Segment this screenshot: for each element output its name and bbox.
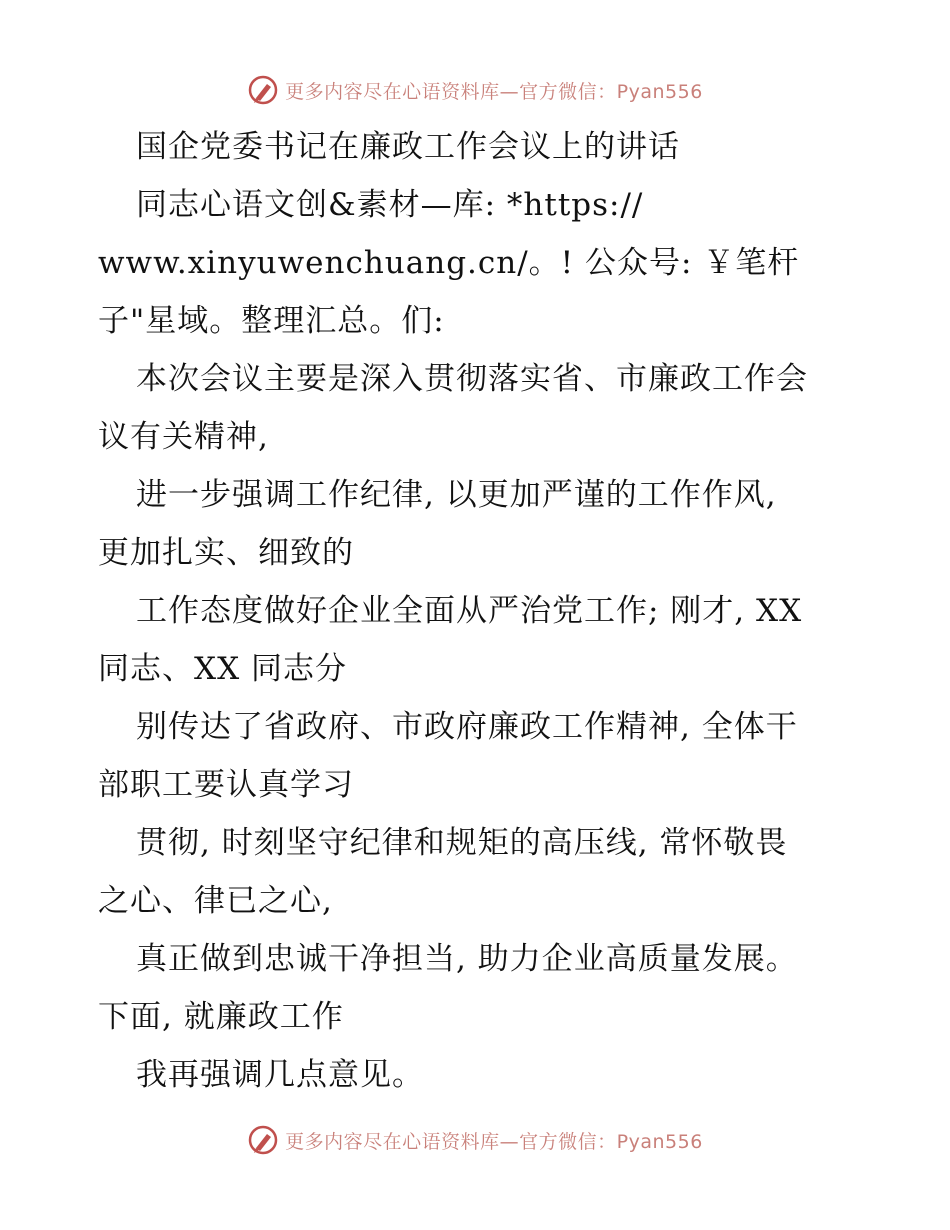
paragraph-line: 真正做到忠诚干净担当, 助力企业高质量发展。 <box>136 941 798 977</box>
document-title: 国企党委书记在廉政工作会议上的讲话 <box>136 129 680 165</box>
footer-banner <box>0 1120 950 1160</box>
paragraph-line: 别传达了省政府、市政府廉政工作精神, 全体干 <box>136 709 798 745</box>
paragraph-line: 部职工要认真学习 <box>98 767 354 803</box>
paragraph-line: 下面, 就廉政工作 <box>98 999 344 1035</box>
paragraph-line: 贯彻, 时刻坚守纪律和规矩的高压线, 常怀敬畏 <box>136 825 788 861</box>
paragraph-line: 我再强调几点意见。 <box>136 1057 424 1093</box>
paragraph-line: 议有关精神, <box>98 419 269 455</box>
paragraph-line: 子"星域。整理汇总。们: <box>98 303 445 339</box>
header-banner <box>0 70 950 110</box>
pen-logo-icon <box>247 74 279 106</box>
pen-logo-icon <box>247 1124 279 1156</box>
paragraph-line: www.xinyuwenchuang.cn/。! 公众号: ￥笔杆 <box>98 245 800 281</box>
paragraph-line: 同志心语文创&素材—库: *https:// <box>136 187 644 223</box>
paragraph-line: 工作态度做好企业全面从严治党工作; 刚才, XX <box>136 593 803 629</box>
footer-banner-text: 更多内容尽在心语资料库—官方微信：Pyan556 <box>285 1130 703 1153</box>
paragraph-line: 同志、XX 同志分 <box>98 651 347 687</box>
paragraph-line: 之心、律已之心, <box>98 883 333 919</box>
paragraph-line: 更加扎实、细致的 <box>98 535 354 571</box>
paragraph-line: 进一步强调工作纪律, 以更加严谨的工作作风, <box>136 477 777 513</box>
header-banner-text: 更多内容尽在心语资料库—官方微信：Pyan556 <box>285 80 703 103</box>
paragraph-line: 本次会议主要是深入贯彻落实省、市廉政工作会 <box>136 361 808 397</box>
document-body <box>98 118 858 1104</box>
